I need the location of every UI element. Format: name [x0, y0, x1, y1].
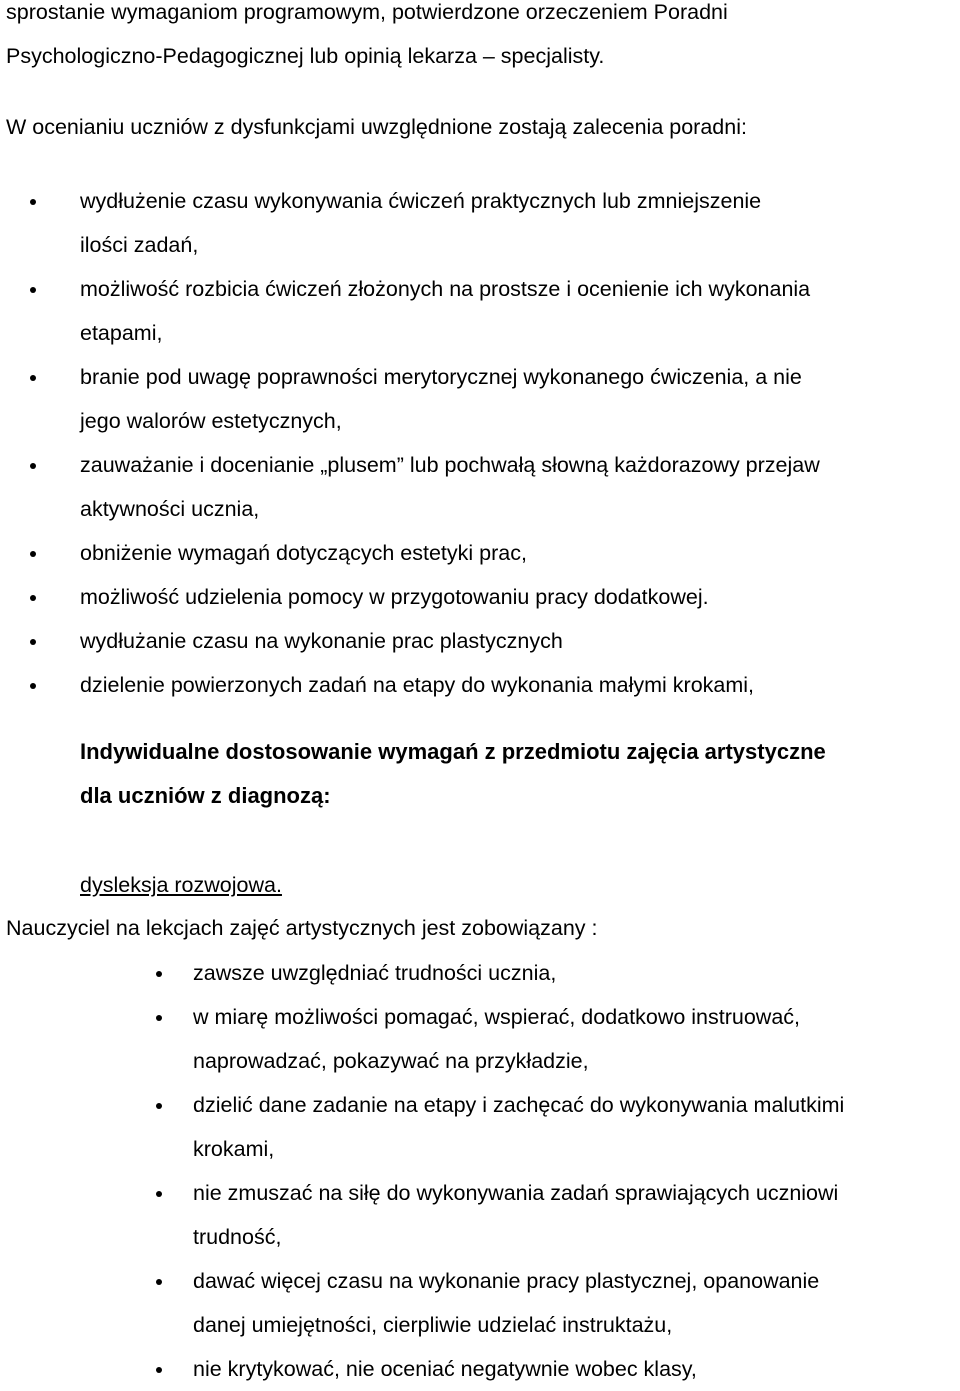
section2-heading-line-1: Indywidualne dostosowanie wymagań z przedmiotu zajęcia artystyczne: [80, 739, 826, 764]
bullet-icon: [30, 199, 36, 205]
list-item-line: możliwość rozbicia ćwiczeń złożonych na prostsze i ocenienie ich wykonania: [80, 277, 811, 301]
bullet-icon: [30, 595, 36, 601]
bullet-icon: [30, 287, 36, 293]
list-item: [0, 1171, 960, 1259]
bullet-icon: [156, 971, 162, 977]
list-item-line: dzielenie powierzonych zadań na etapy do wykonania małymi krokami,: [80, 673, 755, 697]
list-item-line: naprowadzać, pokazywać na przykładzie,: [193, 1049, 589, 1073]
list-item: [0, 995, 960, 1083]
list-item: [0, 1083, 960, 1171]
list-item-line: jego walorów estetycznych,: [80, 409, 342, 433]
bullet-icon: [156, 1015, 162, 1021]
list-item-line: branie pod uwagę poprawności merytorycznej wykonanego ćwiczenia, a nie: [80, 365, 802, 389]
list-item-line: ilości zadań,: [80, 233, 199, 257]
list-item: [0, 179, 960, 267]
list-item: [0, 443, 960, 531]
list-item-line: nie krytykować, nie oceniać negatywnie wobec klasy,: [193, 1357, 697, 1381]
bullet-icon: [156, 1103, 162, 1109]
list-item: [0, 531, 960, 575]
teacher-obligation-line: Nauczyciel na lekcjach zajęć artystycznych jest zobowiązany :: [6, 916, 598, 940]
intro-line-1: sprostanie wymaganiom programowym, potwierdzone orzeczeniem Poradni: [6, 0, 728, 24]
bullet-icon: [30, 375, 36, 381]
list-item-line: aktywności ucznia,: [80, 497, 260, 521]
bullet-icon: [30, 551, 36, 557]
list-item: [0, 1259, 960, 1347]
section2-heading-line-2: dla uczniów z diagnozą:: [80, 783, 331, 808]
list-item-line: wydłużenie czasu wykonywania ćwiczeń praktycznych lub zmniejszenie: [80, 189, 762, 213]
list-item-line: danej umiejętności, cierpliwie udzielać instruktażu,: [193, 1313, 673, 1337]
list-item-line: dzielić dane zadanie na etapy i zachęcać do wykonywania malutkimi: [193, 1093, 845, 1117]
list-item: [0, 575, 960, 619]
section1-heading: W ocenianiu uczniów z dysfunkcjami uwzględnione zostają zalecenia poradni:: [6, 115, 747, 139]
diagnosis-label: dysleksja rozwojowa.: [80, 873, 282, 897]
dysfunction-recommendations-list: [0, 179, 960, 707]
list-item: [0, 951, 960, 995]
list-item: [0, 1347, 960, 1391]
list-item-line: wydłużanie czasu na wykonanie prac plastycznych: [80, 629, 563, 653]
list-item: [0, 619, 960, 663]
list-item-line: krokami,: [193, 1137, 275, 1161]
list-item: [0, 267, 960, 355]
list-item-line: obniżenie wymagań dotyczących estetyki prac,: [80, 541, 527, 565]
list-item: [0, 663, 960, 707]
list-item-line: nie zmuszać na siłę do wykonywania zadań sprawiających uczniowi: [193, 1181, 839, 1205]
teacher-obligations-list: [0, 951, 960, 1391]
list-item-line: w miarę możliwości pomagać, wspierać, dodatkowo instruować,: [193, 1005, 801, 1029]
bullet-icon: [156, 1367, 162, 1373]
list-item-line: trudność,: [193, 1225, 282, 1249]
list-item: [0, 355, 960, 443]
list-item-line: dawać więcej czasu na wykonanie pracy plastycznej, opanowanie: [193, 1269, 820, 1293]
bullet-icon: [156, 1279, 162, 1285]
bullet-icon: [30, 639, 36, 645]
list-item-line: zawsze uwzględniać trudności ucznia,: [193, 961, 557, 985]
list-item-line: etapami,: [80, 321, 163, 345]
bullet-icon: [30, 463, 36, 469]
list-item-line: możliwość udzielenia pomocy w przygotowaniu pracy dodatkowej.: [80, 585, 709, 609]
bullet-icon: [30, 683, 36, 689]
section2-heading: [80, 730, 826, 818]
bullet-icon: [156, 1191, 162, 1197]
list-item-line: zauważanie i docenianie „plusem” lub pochwałą słowną każdorazowy przejaw: [80, 453, 820, 477]
intro-line-2: Psychologiczno-Pedagogicznej lub opinią lekarza – specjalisty.: [6, 44, 605, 68]
